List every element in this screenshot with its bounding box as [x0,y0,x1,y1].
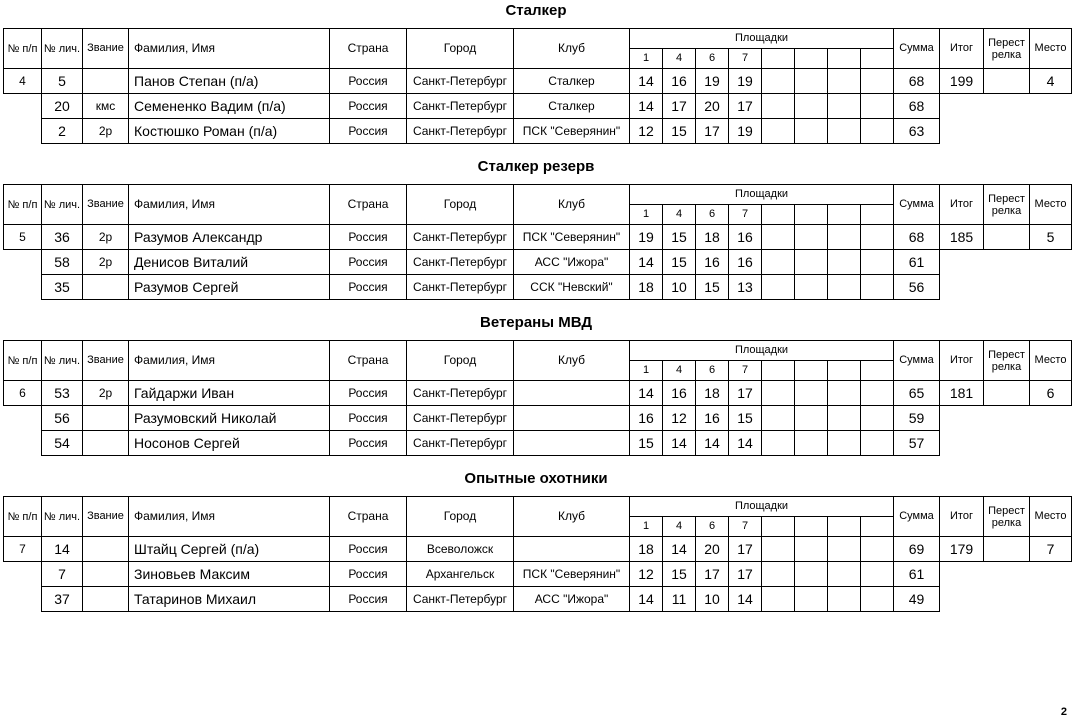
round-score [827,118,861,144]
header-perestrelka: Перест релка [983,340,1030,381]
rank [82,536,129,562]
round-score: 17 [728,380,762,406]
header-ploshchadki: Площадки [629,496,894,517]
round-score: 14 [728,430,762,456]
team-number: 4 [3,68,42,94]
round-score: 17 [695,118,729,144]
round-score [827,430,861,456]
round-score: 14 [629,249,663,275]
header-perestrelka: Перест релка [983,28,1030,69]
round-score [761,405,795,431]
header-klub: Клуб [513,496,630,537]
round-score [761,586,795,612]
header-klub: Клуб [513,28,630,69]
team-title: Опытные охотники [464,470,608,487]
personal-number: 35 [41,274,83,300]
round-score: 16 [629,405,663,431]
round-score [794,380,828,406]
country: Россия [329,68,407,94]
header-zvanie: Звание [82,340,129,381]
score-sum: 63 [893,118,940,144]
club: ПСК "Северянин" [513,224,630,250]
round-score [860,249,894,275]
city: Санкт-Петербург [406,224,514,250]
city: Санкт-Петербург [406,586,514,612]
header-strana: Страна [329,28,407,69]
header-strana: Страна [329,496,407,537]
round-score: 15 [629,430,663,456]
club: Сталкер [513,93,630,119]
rank [82,68,129,94]
team-number: 5 [3,224,42,250]
rank [82,561,129,587]
header-num-pp: № п/п [3,340,42,381]
team-place: 6 [1029,380,1072,406]
city: Санкт-Петербург [406,93,514,119]
round-score [794,118,828,144]
round-score [794,274,828,300]
round-score: 12 [629,561,663,587]
personal-number: 14 [41,536,83,562]
club: ПСК "Северянин" [513,561,630,587]
city: Санкт-Петербург [406,118,514,144]
results-table [0,156,1072,316]
city: Всеволожск [406,536,514,562]
header-round [860,48,894,69]
personal-number: 56 [41,405,83,431]
header-round [794,516,828,537]
round-score: 14 [629,93,663,119]
round-score: 16 [695,249,729,275]
header-num-lich: № лич. [41,496,83,537]
round-score: 16 [662,380,696,406]
score-sum: 56 [893,274,940,300]
rank [82,274,129,300]
team-total: 181 [939,380,984,406]
header-round: 7 [728,48,762,69]
club: Сталкер [513,68,630,94]
header-mesto: Место [1029,28,1072,69]
results-table [0,0,1072,160]
team-total: 179 [939,536,984,562]
club: АСС "Ижора" [513,249,630,275]
header-round: 1 [629,204,663,225]
round-score: 11 [662,586,696,612]
score-sum: 68 [893,224,940,250]
round-score: 18 [695,380,729,406]
athlete-name: Костюшко Роман (п/а) [128,118,330,144]
header-num-pp: № п/п [3,28,42,69]
athlete-name: Разумов Сергей [128,274,330,300]
header-mesto: Место [1029,496,1072,537]
round-score [761,561,795,587]
round-score: 14 [695,430,729,456]
round-score [794,586,828,612]
header-itog: Итог [939,496,984,537]
header-mesto: Место [1029,340,1072,381]
header-klub: Клуб [513,184,630,225]
athlete-name: Носонов Сергей [128,430,330,456]
round-score: 16 [662,68,696,94]
personal-number: 20 [41,93,83,119]
header-fio: Фамилия, Имя [128,496,330,537]
header-round: 6 [695,48,729,69]
header-round: 1 [629,360,663,381]
round-score [794,536,828,562]
round-score: 17 [728,536,762,562]
round-score [860,224,894,250]
round-score [860,380,894,406]
round-score: 10 [695,586,729,612]
country: Россия [329,380,407,406]
round-score [827,380,861,406]
country: Россия [329,249,407,275]
header-zvanie: Звание [82,184,129,225]
header-round: 7 [728,360,762,381]
header-round [761,360,795,381]
round-score [761,249,795,275]
city: Санкт-Петербург [406,249,514,275]
round-score: 17 [728,561,762,587]
round-score [827,93,861,119]
team-block [0,468,1072,624]
personal-number: 2 [41,118,83,144]
round-score: 19 [629,224,663,250]
header-gorod: Город [406,340,514,381]
team-total: 185 [939,224,984,250]
athlete-name: Разумов Александр [128,224,330,250]
round-score [761,224,795,250]
header-round: 4 [662,204,696,225]
club [513,536,630,562]
score-sum: 65 [893,380,940,406]
city: Санкт-Петербург [406,380,514,406]
athlete-name: Зиновьев Максим [128,561,330,587]
round-score: 18 [629,274,663,300]
header-round [761,516,795,537]
personal-number: 37 [41,586,83,612]
round-score: 14 [662,536,696,562]
rank [82,405,129,431]
shootoff [983,536,1030,562]
country: Россия [329,430,407,456]
round-score [761,118,795,144]
round-score: 19 [728,68,762,94]
header-ploshchadki: Площадки [629,28,894,49]
rank: 2р [82,380,129,406]
round-score [827,405,861,431]
round-score [860,274,894,300]
header-round [860,360,894,381]
header-num-lich: № лич. [41,340,83,381]
rank: 2р [82,224,129,250]
country: Россия [329,586,407,612]
country: Россия [329,93,407,119]
round-score [761,380,795,406]
header-perestrelka: Перест релка [983,496,1030,537]
personal-number: 58 [41,249,83,275]
page-number: 2 [1060,706,1067,718]
round-score: 14 [662,430,696,456]
round-score: 20 [695,536,729,562]
round-score [860,536,894,562]
header-gorod: Город [406,184,514,225]
team-number: 7 [3,536,42,562]
header-zvanie: Звание [82,28,129,69]
city: Архангельск [406,561,514,587]
city: Санкт-Петербург [406,68,514,94]
round-score: 14 [629,68,663,94]
header-round [860,204,894,225]
header-gorod: Город [406,496,514,537]
score-sum: 68 [893,68,940,94]
header-round [827,516,861,537]
athlete-name: Панов Степан (п/а) [128,68,330,94]
team-title: Ветераны МВД [479,314,593,331]
header-round [761,204,795,225]
city: Санкт-Петербург [406,274,514,300]
header-num-lich: № лич. [41,184,83,225]
round-score: 14 [728,586,762,612]
header-mesto: Место [1029,184,1072,225]
round-score: 14 [629,586,663,612]
shootoff [983,224,1030,250]
country: Россия [329,118,407,144]
round-score [860,586,894,612]
city: Санкт-Петербург [406,405,514,431]
header-strana: Страна [329,184,407,225]
round-score: 18 [629,536,663,562]
rank: 2р [82,118,129,144]
score-sum: 59 [893,405,940,431]
header-round [827,360,861,381]
header-fio: Фамилия, Имя [128,28,330,69]
athlete-name: Гайдаржи Иван [128,380,330,406]
round-score [860,68,894,94]
athlete-name: Денисов Виталий [128,249,330,275]
club: ССК "Невский" [513,274,630,300]
header-fio: Фамилия, Имя [128,184,330,225]
athlete-name: Разумовский Николай [128,405,330,431]
score-sum: 68 [893,93,940,119]
personal-number: 7 [41,561,83,587]
header-round [761,48,795,69]
club [513,380,630,406]
country: Россия [329,536,407,562]
round-score [860,405,894,431]
header-summa: Сумма [893,184,940,225]
rank: кмс [82,93,129,119]
round-score [827,586,861,612]
score-sum: 61 [893,249,940,275]
personal-number: 53 [41,380,83,406]
round-score: 13 [728,274,762,300]
round-score [827,536,861,562]
round-score [827,224,861,250]
round-score [794,93,828,119]
header-ploshchadki: Площадки [629,184,894,205]
header-strana: Страна [329,340,407,381]
team-title: Сталкер [505,2,567,19]
round-score [827,249,861,275]
club [513,430,630,456]
club: ПСК "Северянин" [513,118,630,144]
header-round [794,48,828,69]
header-round: 6 [695,516,729,537]
round-score: 17 [728,93,762,119]
round-score: 12 [662,405,696,431]
round-score [860,93,894,119]
round-score: 12 [629,118,663,144]
header-summa: Сумма [893,496,940,537]
header-itog: Итог [939,184,984,225]
round-score: 16 [728,249,762,275]
header-perestrelka: Перест релка [983,184,1030,225]
club [513,405,630,431]
round-score: 15 [728,405,762,431]
round-score: 14 [629,380,663,406]
score-sum: 69 [893,536,940,562]
team-block [0,312,1072,468]
score-sum: 49 [893,586,940,612]
round-score [761,274,795,300]
round-score [860,430,894,456]
header-round [860,516,894,537]
round-score: 15 [662,224,696,250]
team-number: 6 [3,380,42,406]
header-num-pp: № п/п [3,496,42,537]
country: Россия [329,224,407,250]
score-sum: 61 [893,561,940,587]
header-round: 7 [728,204,762,225]
athlete-name: Татаринов Михаил [128,586,330,612]
team-total: 199 [939,68,984,94]
round-score [860,118,894,144]
round-score [761,430,795,456]
header-round: 4 [662,48,696,69]
header-round: 1 [629,48,663,69]
header-num-pp: № п/п [3,184,42,225]
country: Россия [329,274,407,300]
round-score: 19 [695,68,729,94]
personal-number: 36 [41,224,83,250]
team-place: 7 [1029,536,1072,562]
shootoff [983,380,1030,406]
header-round [794,204,828,225]
header-ploshchadki: Площадки [629,340,894,361]
club: АСС "Ижора" [513,586,630,612]
athlete-name: Семененко Вадим (п/а) [128,93,330,119]
header-round: 6 [695,204,729,225]
round-score [794,405,828,431]
team-place: 4 [1029,68,1072,94]
team-title: Сталкер резерв [477,158,595,175]
round-score: 17 [695,561,729,587]
round-score [761,536,795,562]
round-score [761,93,795,119]
round-score: 10 [662,274,696,300]
round-score [794,561,828,587]
round-score [794,68,828,94]
header-itog: Итог [939,28,984,69]
round-score: 15 [662,249,696,275]
header-klub: Клуб [513,340,630,381]
round-score: 15 [662,118,696,144]
personal-number: 54 [41,430,83,456]
round-score: 15 [695,274,729,300]
round-score: 17 [662,93,696,119]
header-round: 1 [629,516,663,537]
country: Россия [329,405,407,431]
round-score: 16 [695,405,729,431]
header-fio: Фамилия, Имя [128,340,330,381]
header-round: 4 [662,516,696,537]
header-gorod: Город [406,28,514,69]
round-score [761,68,795,94]
results-table [0,312,1072,472]
shootoff [983,68,1030,94]
header-round: 4 [662,360,696,381]
round-score [860,561,894,587]
header-zvanie: Звание [82,496,129,537]
personal-number: 5 [41,68,83,94]
score-sum: 57 [893,430,940,456]
round-score [827,274,861,300]
round-score [827,561,861,587]
header-num-lich: № лич. [41,28,83,69]
header-summa: Сумма [893,340,940,381]
team-block [0,0,1072,156]
team-block [0,156,1072,312]
header-round [827,204,861,225]
team-place: 5 [1029,224,1072,250]
header-round: 6 [695,360,729,381]
header-itog: Итог [939,340,984,381]
header-round: 7 [728,516,762,537]
country: Россия [329,561,407,587]
round-score: 16 [728,224,762,250]
header-summa: Сумма [893,28,940,69]
round-score: 15 [662,561,696,587]
athlete-name: Штайц Сергей (п/а) [128,536,330,562]
round-score [794,249,828,275]
header-round [827,48,861,69]
round-score [794,224,828,250]
header-round [794,360,828,381]
round-score [827,68,861,94]
round-score: 19 [728,118,762,144]
round-score: 18 [695,224,729,250]
round-score [794,430,828,456]
rank [82,430,129,456]
round-score: 20 [695,93,729,119]
city: Санкт-Петербург [406,430,514,456]
rank: 2р [82,249,129,275]
results-table [0,468,1072,628]
rank [82,586,129,612]
